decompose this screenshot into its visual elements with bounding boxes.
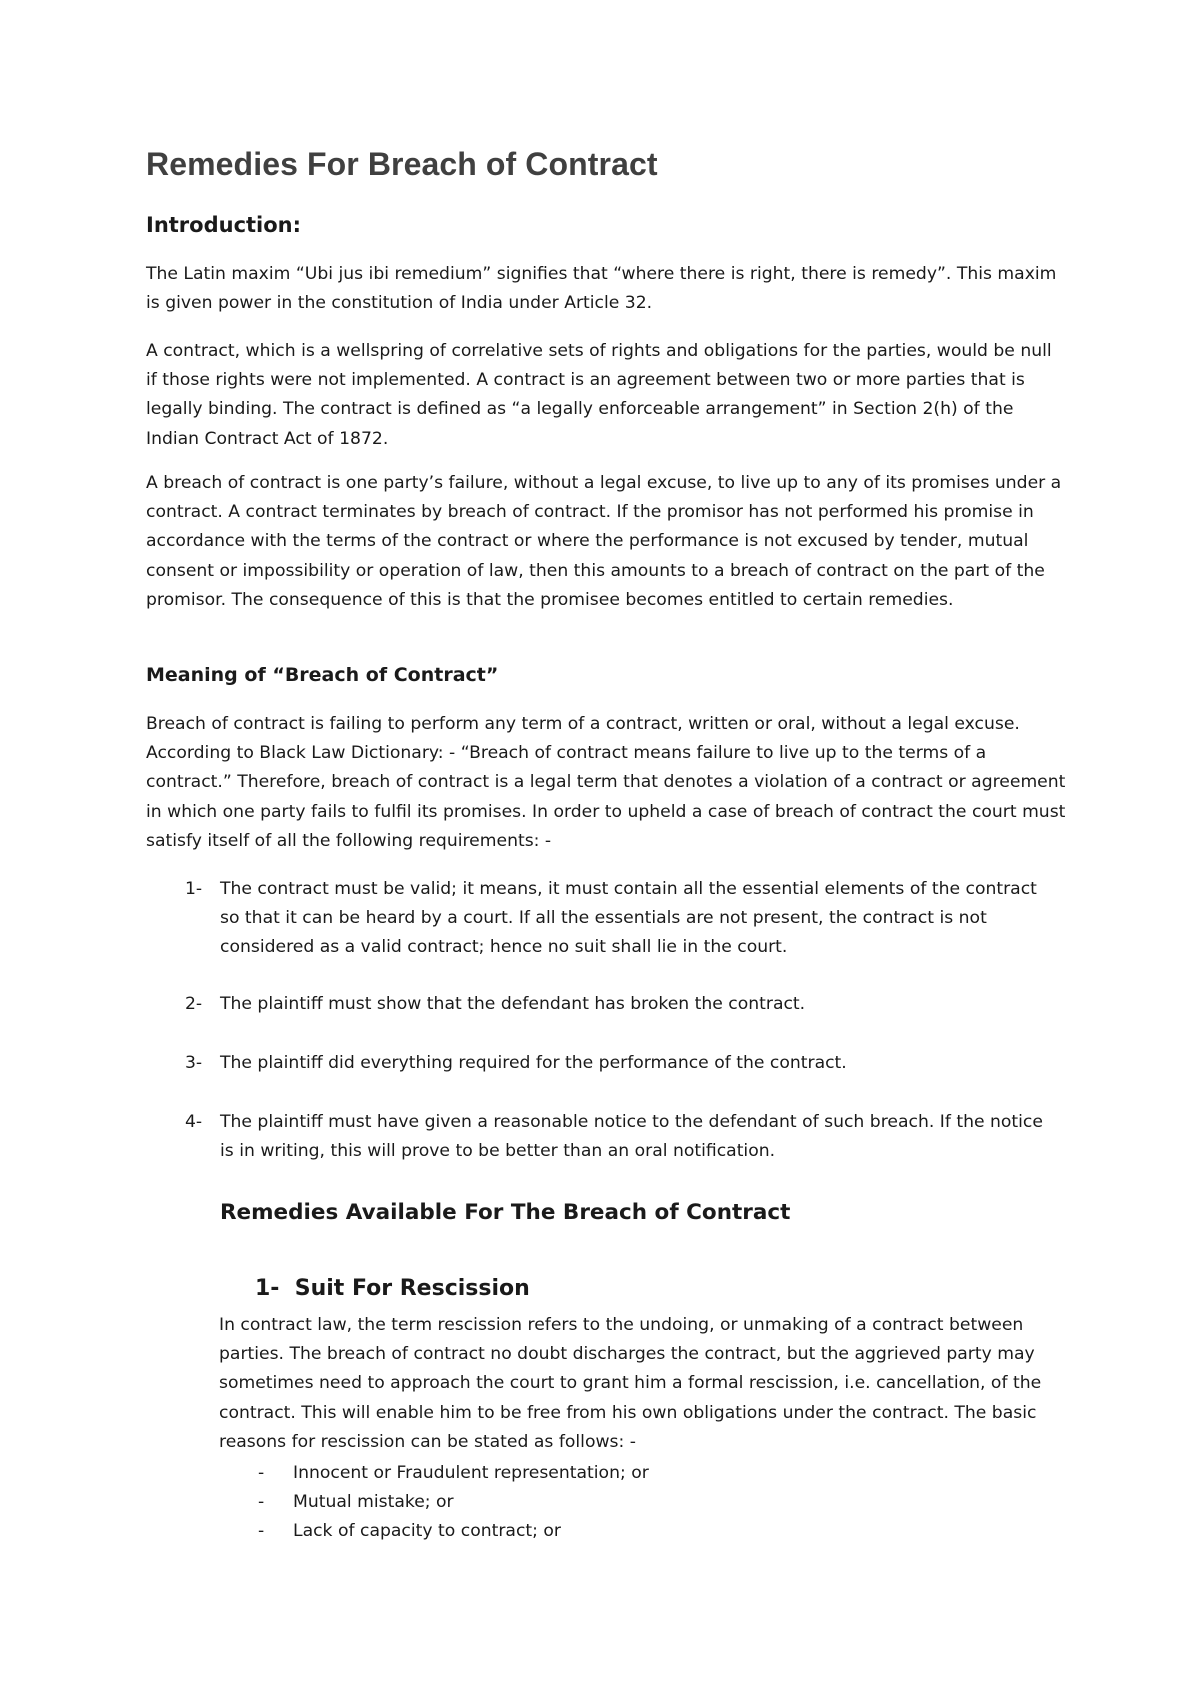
list-item: Lack of capacity to contract; or [293, 1521, 561, 1541]
intro-heading: Introduction: [146, 213, 302, 237]
bullet-dash: - [258, 1463, 265, 1483]
bullet-dash: - [258, 1521, 265, 1541]
remedies-heading: Remedies Available For The Breach of Contract [220, 1200, 791, 1225]
list-item: The plaintiff did everything required for the performance of the contract. [220, 1053, 847, 1073]
list-item-number: 4- [185, 1112, 203, 1132]
intro-paragraph-3: A breach of contract is one party’s failure, without a legal excuse, to live up to any of its promises under a contract. A contract terminates by breach of contract. If the promisor has not performed his promise in accordance with the terms of the contract or where the performance is not excused by tender, mutual consent or impossibility or operation of law, then this amounts to a breach of contract on the part of the promisor. The consequence of this is that the promisee becomes entitled to certain remedies. [146, 473, 1062, 610]
intro-paragraph-2: A contract, which is a wellspring of correlative sets of rights and obligations for the parties, would be null if those rights were not implemented. A contract is an agreement between two or more parties that is legally binding. The contract is defined as “a legally enforceable arrangement” in Section 2(h) of the Indian Contract Act of 1872. [146, 341, 1052, 449]
rescission-paragraph: In contract law, the term rescission refers to the undoing, or unmaking of a contract between parties. The breach of contract no doubt discharges the contract, but the aggrieved party may sometimes need to approach the court to grant him a formal rescission, i.e. cancellation, of the contract. This will enable him to be free from his own obligations under the contract. The basic reasons for rescission can be stated as follows: - [219, 1315, 1042, 1452]
list-item: Innocent or Fraudulent representation; or [293, 1463, 649, 1483]
bullet-dash: - [258, 1492, 265, 1512]
list-item-number: 2- [185, 994, 203, 1014]
meaning-heading: Meaning of “Breach of Contract” [146, 664, 499, 686]
list-item-number: 1- [185, 879, 203, 899]
list-item: The contract must be valid; it means, it must contain all the essential elements of the contract so that it can be heard by a court. If all the essentials are not present, the contract is not considered as a valid contract; hence no suit shall lie in the court. [220, 879, 1037, 958]
list-item-number: 3- [185, 1053, 203, 1073]
intro-paragraph-1: The Latin maxim “Ubi jus ibi remedium” signifies that “where there is right, there is remedy”. This maxim is given power in the constitution of India under Article 32. [146, 264, 1057, 314]
list-item: The plaintiff must have given a reasonable notice to the defendant of such breach. If the notice is in writing, this will prove to be better than an oral notification. [220, 1112, 1043, 1162]
meaning-paragraph: Breach of contract is failing to perform any term of a contract, written or oral, without a legal excuse. According to Black Law Dictionary: - “Breach of contract means failure to live up to the terms of a contract.” Therefore, breach of contract is a legal term that denotes a violation of a contract or agreement in which one party fails to fulfil its promises. In order to upheld a case of breach of contract the court must satisfy itself of all the following requirements: - [146, 714, 1066, 851]
document-title: Remedies For Breach of Contract [146, 146, 658, 182]
list-item: Mutual mistake; or [293, 1492, 454, 1512]
rescission-heading: 1- Suit For Rescission [255, 1276, 530, 1301]
list-item: The plaintiff must show that the defendant has broken the contract. [220, 994, 806, 1014]
